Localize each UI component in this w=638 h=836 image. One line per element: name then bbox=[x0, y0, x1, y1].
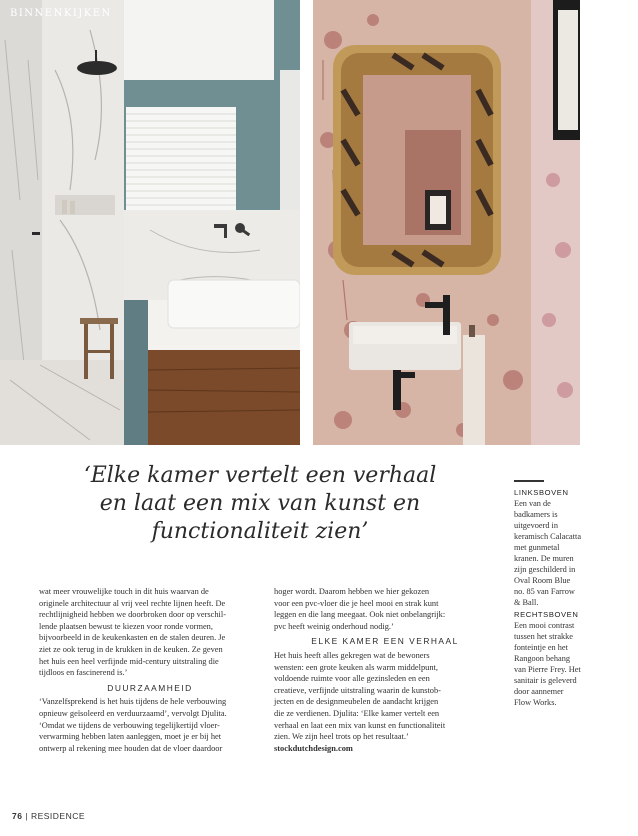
caption-line: keramisch Calacatta bbox=[514, 532, 582, 541]
magazine-name: RESIDENCE bbox=[30, 811, 86, 821]
pull-quote-line: ‘Elke kamer vertelt een verhaal bbox=[83, 463, 437, 488]
body-line: bijvoorbeeld in de keukenkasten en de stalen deuren. Je bbox=[39, 633, 226, 643]
body-line: voor een pvc-vloer die je heel mooi en strak kunt bbox=[274, 598, 439, 608]
website-link[interactable]: stockdutchdesign.com bbox=[274, 743, 353, 753]
caption-line: van Pierre Frey. Het bbox=[514, 665, 581, 674]
caption-line: Flow Works. bbox=[514, 698, 557, 707]
body-line: het huis een heel verfijnde mid-century uitstraling die bbox=[39, 656, 219, 666]
caption-line: no. 85 van Farrow bbox=[514, 587, 575, 596]
caption-line: & Ball. bbox=[514, 598, 539, 607]
caption-line: Een mooi contrast bbox=[514, 621, 575, 630]
caption-line: tussen het strakke bbox=[514, 632, 573, 641]
body-line: originele architectuur al vrij veel rechte lijnen heeft. De bbox=[39, 598, 226, 608]
pull-quote-line: en laat een mix van kunst en bbox=[99, 491, 421, 516]
caption-rechts-boven bbox=[514, 609, 624, 708]
powder-room-illustration bbox=[313, 0, 580, 445]
body-line: ontwerp al rekening mee houden dat de vloer daardoor bbox=[39, 743, 223, 753]
bathroom-illustration bbox=[0, 0, 300, 445]
page-number: 76 bbox=[12, 811, 23, 821]
section-label: BINNENKIJKEN bbox=[10, 8, 112, 19]
caption-line: uitgevoerd in bbox=[514, 521, 559, 530]
article-column-2 bbox=[274, 586, 496, 754]
caption-line: met gunmetal bbox=[514, 543, 560, 552]
caption-line: door aannemer bbox=[514, 687, 564, 696]
body-line: verhaal en laat een mix van kunst en functionaliteit bbox=[274, 720, 446, 730]
body-line: Het huis heeft alles gekregen wat de bewoners bbox=[274, 650, 430, 660]
footer-separator: | bbox=[25, 811, 29, 821]
body-line: tijdloos en fascinerend is.’ bbox=[39, 668, 128, 678]
caption-links-boven bbox=[514, 487, 624, 608]
body-line: lende plaatsen bewust te kiezen voor ronde vormen, bbox=[39, 621, 213, 631]
caption-line: badkamers is bbox=[514, 510, 558, 519]
page-footer bbox=[12, 811, 85, 821]
caption-heading: LINKSBOVEN bbox=[514, 488, 569, 497]
body-line: ‘Omdat we tijdens de verbouwing tegelijkertijd vloer- bbox=[39, 720, 220, 730]
body-line: jecten en de designmeubelen de aandacht krijgen bbox=[274, 697, 439, 707]
body-line: verwarming hebben laten aanleggen, moet je er bij het bbox=[39, 732, 222, 742]
body-line: creatieve, verfijnde uitstraling waarin de kunstob- bbox=[274, 685, 441, 695]
body-line: die ze verdienen. Djulita: ‘Elke kamer vertelt een bbox=[274, 708, 440, 718]
body-line: hoger wordt. Daarom hebben we hier gekozen bbox=[274, 587, 430, 596]
caption-line: sanitair is geleverd bbox=[514, 676, 577, 685]
body-line: ziet ze ook terug in de krukken in de keuken. Ze geven bbox=[39, 644, 223, 654]
subheading-duurzaamheid: DUURZAAMHEID bbox=[107, 682, 193, 693]
body-line: wensten: een grote keuken als warm middelpunt, bbox=[274, 662, 438, 672]
caption-rule bbox=[514, 480, 544, 482]
caption-line: Een van de bbox=[514, 499, 551, 508]
photo-fonteintje-wallpaper bbox=[313, 0, 580, 445]
body-line: zien. We zijn heel trots op het resultaat.’ bbox=[274, 732, 409, 742]
body-line: rechtlijnigheid hebben we doorbroken door op verschil- bbox=[39, 610, 226, 620]
subheading-elke-kamer: ELKE KAMER EEN VERHAAL bbox=[311, 636, 459, 647]
body-line: ‘Vanzelfsprekend is het huis tijdens de hele verbouwing bbox=[39, 697, 227, 707]
caption-line: zijn geschilderd in bbox=[514, 565, 576, 574]
body-line: opnieuw geïsoleerd en verduurzaamd’, vervolgt Djulita. bbox=[39, 708, 227, 718]
pull-quote bbox=[40, 462, 480, 546]
body-line: pvc heeft weinig onderhoud nodig.’ bbox=[274, 621, 394, 631]
caption-heading: RECHTSBOVEN bbox=[514, 610, 579, 619]
body-line: leggen en die lang meegaat. Ook niet onbelangrijk: bbox=[274, 610, 446, 620]
photo-bathroom-calacatta bbox=[0, 0, 300, 445]
body-line: wat meer vrouwelijke touch in dit huis waarvan de bbox=[39, 587, 209, 596]
caption-line: fonteintje en het bbox=[514, 643, 568, 652]
body-line: voldoende ruimte voor alle gezinsleden en een bbox=[274, 674, 430, 684]
caption-line: Oval Room Blue bbox=[514, 576, 571, 585]
caption-line: Rangoon behang bbox=[514, 654, 570, 663]
caption-line: kranen. De muren bbox=[514, 554, 574, 563]
article-column-1 bbox=[39, 586, 261, 754]
pull-quote-line: functionaliteit zien’ bbox=[151, 519, 369, 544]
